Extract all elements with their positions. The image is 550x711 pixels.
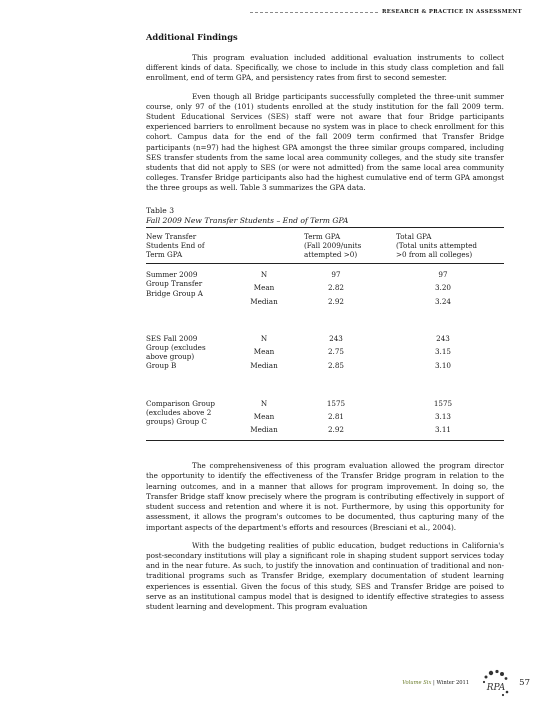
- table-caption: [146, 206, 504, 226]
- issue-label: Winter 2011: [436, 680, 470, 686]
- table-label: Table 3: [146, 205, 175, 215]
- total-gpa-cell: 3.20: [434, 283, 451, 293]
- table-row: [146, 397, 504, 410]
- table-title: Fall 2009 New Transfer Students – End of Term GPA: [146, 215, 349, 225]
- stat-label: N: [260, 398, 268, 408]
- page-number: 57: [519, 678, 530, 688]
- page-footer: [402, 669, 530, 697]
- stat-label: Mean: [253, 283, 275, 293]
- term-gpa-cell: 243: [329, 333, 343, 343]
- section-heading: Additional Findings: [146, 32, 238, 42]
- total-gpa-cell: 243: [436, 333, 450, 343]
- footer-separator: |: [431, 680, 437, 686]
- logo-text: RPA: [486, 683, 506, 693]
- paragraph: The comprehensiveness of this program evaluation allowed the program director the opportunity to identify the effectiveness of the Transfer Bridge program in relation to the learning outcomes, and in a manner that allows for program improvement. In doing so, the Transfer Bridge staff know precisely where the program is contributing effectively in support of student success and retention and where it is not. Furthermore, by using this opportunity for assessment, it allows the program's outcomes to be documented, thus capturing many of the important aspects of the department's efforts and resources (Bresciani et al., 2004).: [146, 461, 504, 532]
- paragraph: With the budgeting realities of public education, budget reductions in California's post-secondary institutions will play a significant role in shaping student support services today and in the near future. As such, to justify the innovation and continuation of traditional and non-traditional programs such as Transfer Bridge, exemplary documentation of student learning experiences is essential. Given the focus of this study, SES and Transfer Bridge are poised to serve as an institutional campus model that is designed to identify effective strategies to assess student learning and development. This program evaluation: [146, 540, 504, 611]
- volume-label: Volume Six: [402, 680, 432, 686]
- row-spacer: [146, 373, 504, 397]
- rpa-logo-icon: [479, 669, 513, 697]
- term-gpa-cell: 2.81: [327, 411, 344, 421]
- term-gpa-cell: 2.75: [327, 347, 344, 357]
- running-header: [250, 6, 522, 18]
- term-gpa-cell: 2.92: [327, 425, 344, 435]
- header-term-gpa: Term GPA (Fall 2009/units attempted >0): [304, 231, 362, 260]
- stat-label: N: [260, 333, 268, 343]
- stat-label: Mean: [253, 347, 275, 357]
- total-gpa-cell: 3.10: [434, 361, 451, 371]
- term-gpa-cell: 2.85: [327, 361, 344, 371]
- header-group: New Transfer Students End of Term GPA: [146, 231, 205, 260]
- stat-label: N: [260, 270, 268, 280]
- header-stat: [238, 227, 290, 264]
- paragraph: Even though all Bridge participants successfully completed the three-unit summer course, only 97 of the (101) students enrolled at the study institution for the fall 2009 term. Student Educational Services (SES) staff were not aware that four Bridge participants experienced barriers to enrollment because no system was in place to check enrollment for this cohort. Campus data for the end of the fall 2009 term confirmed that Transfer Bridge participants (n=97) had the highest GPA amongst the three similar groups compared, including SES transfer students from the same local area community colleges, and the study site transfer students that did not apply to SES (or were not admitted) from the same local area community colleges. Transfer Bridge participants also had the highest cumulative end of term GPA amongst the three groups as well. Table 3 summarizes the GPA data.: [146, 91, 504, 193]
- group-label-a: Summer 2009 Group Transfer Bridge Group A: [146, 270, 203, 298]
- table-row: [146, 332, 504, 346]
- gpa-table: [146, 227, 504, 442]
- stat-label: Median: [250, 296, 278, 306]
- term-gpa-cell: 2.82: [327, 283, 344, 293]
- row-spacer: [146, 308, 504, 332]
- total-gpa-cell: 3.11: [434, 425, 451, 435]
- stat-label: Median: [250, 425, 278, 435]
- header-total-gpa: Total GPA (Total units attempted >0 from all colleges): [396, 231, 478, 260]
- total-gpa-cell: 97: [438, 270, 448, 280]
- total-gpa-cell: 1575: [433, 398, 453, 408]
- total-gpa-cell: 3.13: [434, 411, 451, 421]
- term-gpa-cell: 97: [331, 270, 341, 280]
- header-rule: [250, 12, 378, 13]
- term-gpa-cell: 1575: [326, 398, 346, 408]
- term-gpa-cell: 2.92: [327, 296, 344, 306]
- stat-label: Median: [250, 361, 278, 371]
- group-label-b: SES Fall 2009 Group (excludes above group) Group B: [146, 333, 206, 371]
- running-title: RESEARCH & PRACTICE IN ASSESSMENT: [382, 9, 522, 15]
- article-body: [146, 32, 504, 620]
- paragraph: This program evaluation included additional evaluation instruments to collect different kinds of data. Specifically, we chose to include in this study class completion and fall enrollment, end of term GPA, and persistency rates from first to second semester.: [146, 53, 504, 83]
- group-label-c: Comparison Group (excludes above 2 groups) Group C: [146, 398, 215, 427]
- total-gpa-cell: 3.24: [434, 296, 451, 306]
- footer-issue: [402, 680, 469, 686]
- total-gpa-cell: 3.15: [434, 347, 451, 357]
- stat-label: Mean: [253, 411, 275, 421]
- table-header-row: [146, 227, 504, 264]
- table-row: [146, 264, 504, 282]
